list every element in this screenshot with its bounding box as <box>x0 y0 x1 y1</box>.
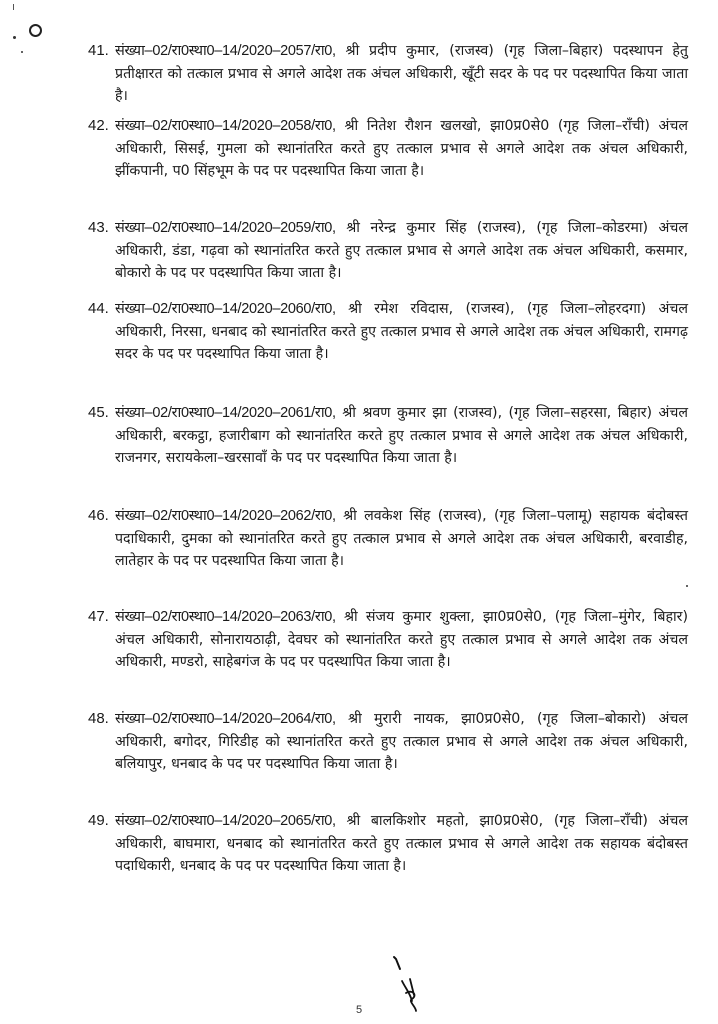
scan-mark <box>13 4 14 10</box>
entry-text: श्री रमेश रविदास, (राजस्व), (गृह जिला–लोहरदगा) अंचल अधिकारी, निरसा, धनबाद को स्थानांतरित करते हुए तत्काल प्रभाव से अगले आदेश तक अंचल अधिकारी, रामगढ़ सदर के पद पर पदस्थापित किया जाता है। <box>115 301 688 362</box>
entry-reference: संख्या–02/रा0स्था0–14/2020–2060/रा0, <box>115 301 336 317</box>
order-entry <box>88 708 688 776</box>
entry-reference: संख्या–02/रा0स्था0–14/2020–2065/रा0, <box>115 813 336 829</box>
order-entry <box>88 40 688 108</box>
entry-number: 44. <box>88 300 109 317</box>
entry-reference: संख्या–02/रा0स्था0–14/2020–2063/रा0, <box>115 609 336 625</box>
entry-text: श्री नितेश रौशन खलखो, झा0प्र0से0 (गृह जिला–राँची) अंचल अधिकारी, सिसई, गुमला को स्थानांतरित करते हुए तत्काल प्रभाव से अगले आदेश तक अंचल अधिकारी, झींकपानी, प0 सिंहभूम के पद पर पदस्थापित किया जाता है। <box>115 118 688 179</box>
scan-dot <box>21 51 23 53</box>
punch-hole-mark <box>29 24 42 37</box>
order-entry <box>88 402 688 470</box>
order-entry <box>88 505 688 573</box>
scan-dot <box>686 585 688 587</box>
entry-reference: संख्या–02/रा0स्था0–14/2020–2058/रा0, <box>115 118 336 134</box>
entry-reference: संख्या–02/रा0स्था0–14/2020–2057/रा0, <box>115 43 336 59</box>
order-entry <box>88 606 688 674</box>
entry-reference: संख्या–02/रा0स्था0–14/2020–2061/रा0, <box>115 405 336 421</box>
entry-reference: संख्या–02/रा0स्था0–14/2020–2059/रा0, <box>115 220 336 236</box>
entry-number: 45. <box>88 404 109 421</box>
entry-number: 43. <box>88 219 109 236</box>
entry-text: श्री प्रदीप कुमार, (राजस्व) (गृह जिला–बिहार) पदस्थापन हेतु प्रतीक्षारत को तत्काल प्रभाव से अगले आदेश तक अंचल अधिकारी, खूँटी सदर के पद पर पदस्थापित किया जाता है। <box>115 43 688 104</box>
entry-number: 49. <box>88 812 109 829</box>
signature-mark <box>390 955 430 1015</box>
entry-text: श्री संजय कुमार शुक्ला, झा0प्र0से0, (गृह जिला–मुंगेर, बिहार) अंचल अधिकारी, सोनारायठाढ़ी, देवघर को स्थानांतरित करते हुए तत्काल प्रभाव से अगले आदेश तक अंचल अधिकारी, मण्डरो, साहेबगंज के पद पर पदस्थापित किया जाता है। <box>115 609 688 670</box>
entry-text: श्री नरेन्द्र कुमार सिंह (राजस्व), (गृह जिला–कोडरमा) अंचल अधिकारी, डंडा, गढ़वा को स्थानांतरित करते हुए तत्काल प्रभाव से अगले आदेश तक अंचल अधिकारी, कसमार, बोकारो के पद पर पदस्थापित किया जाता है। <box>115 220 688 281</box>
order-entry <box>88 115 688 183</box>
entry-text: श्री मुरारी नायक, झा0प्र0से0, (गृह जिला–बोकारो) अंचल अधिकारी, बगोदर, गिरिडीह को स्थानांतरित करते हुए तत्काल प्रभाव से अगले आदेश तक अंचल अधिकारी, बलियापुर, धनबाद के पद पर पदस्थापित किया जाता है। <box>115 711 689 772</box>
entry-number: 47. <box>88 608 109 625</box>
scan-dot <box>13 36 16 39</box>
order-entry <box>88 298 688 366</box>
entry-text: श्री बालकिशोर महतो, झा0प्र0से0, (गृह जिला–राँची) अंचल अधिकारी, बाघमारा, धनबाद को स्थानांतरित करते हुए तत्काल प्रभाव से अगले आदेश तक सहायक बंदोबस्त पदाधिकारी, धनबाद के पद पर पदस्थापित किया जाता है। <box>115 813 688 874</box>
entry-number: 41. <box>88 42 109 59</box>
entry-number: 48. <box>88 710 109 727</box>
entry-reference: संख्या–02/रा0स्था0–14/2020–2064/रा0, <box>115 711 336 727</box>
page-number: 5 <box>356 1004 363 1016</box>
entry-reference: संख्या–02/रा0स्था0–14/2020–2062/रा0, <box>115 508 336 524</box>
order-entry <box>88 217 688 285</box>
order-entry <box>88 810 688 878</box>
entry-number: 46. <box>88 507 109 524</box>
entry-number: 42. <box>88 117 109 134</box>
entry-text: श्री श्रवण कुमार झा (राजस्व), (गृह जिला–सहरसा, बिहार) अंचल अधिकारी, बरकट्ठा, हजारीबाग को स्थानांतरित करते हुए तत्काल प्रभाव से अगले आदेश तक अंचल अधिकारी, राजनगर, सरायकेला–खरसावाँ के पद पर पदस्थापित किया जाता है। <box>115 405 688 466</box>
entry-text: श्री लवकेश सिंह (राजस्व), (गृह जिला–पलामू) सहायक बंदोबस्त पदाधिकारी, दुमका को स्थानांतरित करते हुए तत्काल प्रभाव से अगले आदेश तक अंचल अधिकारी, बरवाडीह, लातेहार के पद पर पदस्थापित किया जाता है। <box>115 508 688 569</box>
